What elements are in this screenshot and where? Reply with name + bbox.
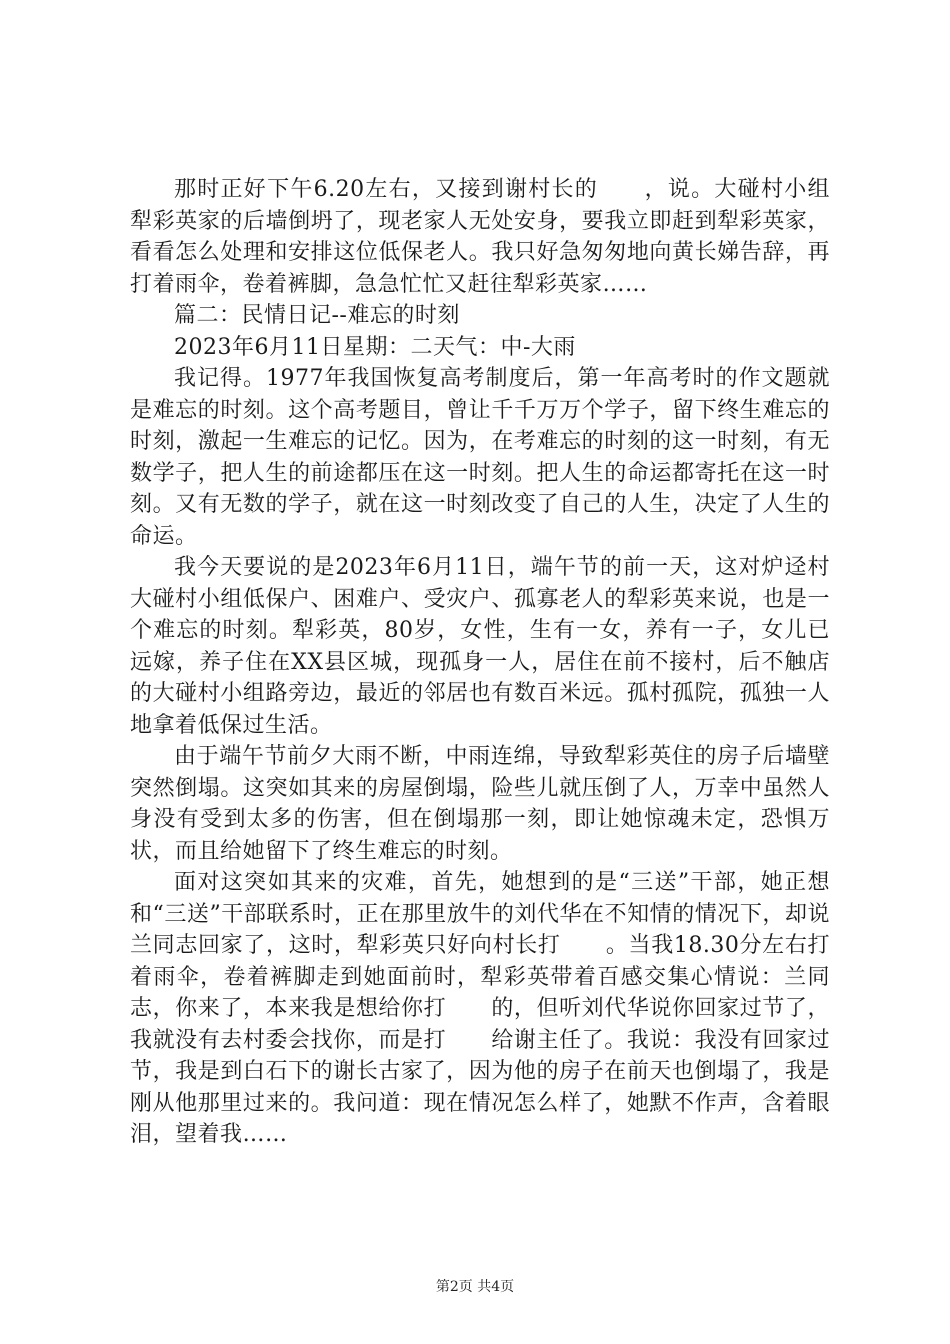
- diary-date-line: 2023年6月11日星期：二天气：中-大雨: [174, 334, 576, 360]
- paragraph-visit: 面对这突如其来的灾难，首先，她想到的是“三送”干部，她正想和“三送”干部联系时，正在那里放牛的刘代华在不知情的情况下，却说兰同志回家了，这时，犁彩英只好向村长打 。当我18.30分左右打着雨伞，卷着裤脚走到她面前时，犁彩英带着百感交集心情说：兰同志，你来了，本来我是想给你打 的，但听刘代华说你回家过节了，我就没有去村委会找你，而是打 给谢主任了。我说：我没有回家过节，我是到白石下的谢长古家了，因为他的房子在前天也倒塌了，我是刚从他那里过来的。我问道：现在情况怎么样了，她默不作声，含着眼泪，望着我……: [130, 870, 830, 1147]
- document-body: [130, 174, 830, 1151]
- paragraph-memory: 我记得。1977年我国恢复高考制度后，第一年高考时的作文题就是难忘的时刻。这个高考题目，曾让千千万万个学子，留下终生难忘的时刻，激起一生难忘的记忆。因为，在考难忘的时刻的这一时刻，有无数学子，把人生的前途都压在这一时刻。把人生的命运都寄托在这一时刻。又有无数的学子，就在这一时刻改变了自己的人生，决定了人生的命运。: [130, 366, 830, 549]
- paragraph-today: 我今天要说的是2023年6月11日，端午节的前一天，这对炉迳村大碰村小组低保户、困难户、受灾户、孤寡老人的犁彩英来说，也是一个难忘的时刻。犁彩英，80岁，女性，生有一女，养有一子，女儿已远嫁，养子住在XX县区城，现孤身一人，居住在前不接村，后不触店的大碰村小组路旁边，最近的邻居也有数百米远。孤村孤院，孤独一人地拿着低保过生活。: [130, 555, 830, 738]
- section-heading: 篇二：民情日记--难忘的时刻: [174, 303, 460, 328]
- paragraph-phone-call: 那时正好下午6.20左右，又接到谢村长的 ，说。大碰村小组犁彩英家的后墙倒坍了，现老家人无处安身，要我立即赶到犁彩英家，看看怎么处理和安排这位低保老人。我只好急匆匆地向黄长娣告辞，再打着雨伞，卷着裤脚，急急忙忙又赶往犁彩英家……: [130, 177, 830, 297]
- page-number-footer: 第2页 共4页: [435, 1279, 515, 1295]
- paragraph-collapse: 由于端午节前夕大雨不断，中雨连绵，导致犁彩英住的房子后墙壁突然倒塌。这突如其来的房屋倒塌，险些儿就压倒了人，万幸中虽然人身没有受到太多的伤害，但在倒塌那一刻，即让她惊魂未定，恐惧万状，而且给她留下了终生难忘的时刻。: [130, 744, 830, 864]
